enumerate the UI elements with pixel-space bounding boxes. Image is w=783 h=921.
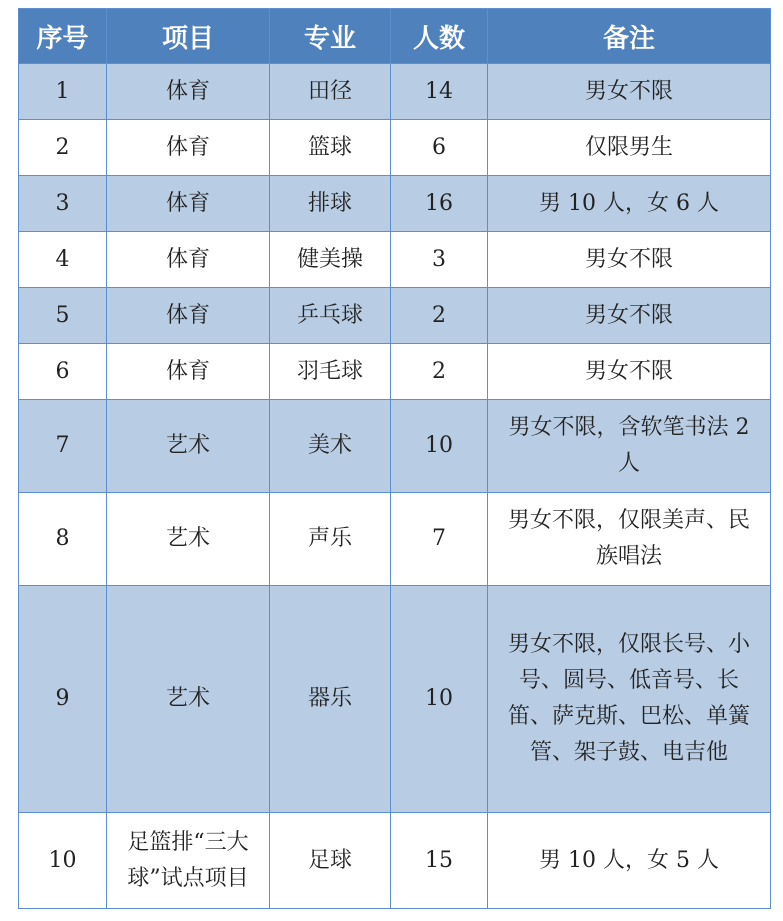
cell-count: 3 xyxy=(391,232,488,288)
cell-no: 2 xyxy=(19,120,107,176)
cell-note: 男女不限 xyxy=(488,288,771,344)
cell-major: 器乐 xyxy=(270,586,391,813)
cell-major: 篮球 xyxy=(270,120,391,176)
cell-note: 男女不限，仅限美声、民族唱法 xyxy=(488,493,771,586)
cell-note: 男女不限，仅限长号、小号、圆号、低音号、长笛、萨克斯、巴松、单簧管、架子鼓、电吉他 xyxy=(488,586,771,813)
cell-no: 10 xyxy=(19,813,107,909)
cell-count: 2 xyxy=(391,344,488,400)
cell-category: 体育 xyxy=(107,232,270,288)
table-row xyxy=(19,120,771,176)
cell-note: 男女不限，含软笔书法 2 人 xyxy=(488,400,771,493)
cell-note: 男女不限 xyxy=(488,344,771,400)
cell-count: 7 xyxy=(391,493,488,586)
cell-major: 美术 xyxy=(270,400,391,493)
cell-count: 10 xyxy=(391,586,488,813)
cell-no: 9 xyxy=(19,586,107,813)
cell-major: 声乐 xyxy=(270,493,391,586)
quota-table-container xyxy=(18,8,770,909)
cell-major: 羽毛球 xyxy=(270,344,391,400)
cell-category: 体育 xyxy=(107,120,270,176)
cell-category: 体育 xyxy=(107,64,270,120)
cell-note: 男 10 人，女 5 人 xyxy=(488,813,771,909)
header-row xyxy=(19,9,771,64)
header-count: 人数 xyxy=(391,9,488,64)
cell-no: 4 xyxy=(19,232,107,288)
cell-count: 6 xyxy=(391,120,488,176)
cell-no: 7 xyxy=(19,400,107,493)
header-no: 序号 xyxy=(19,9,107,64)
table-row xyxy=(19,400,771,493)
quota-table xyxy=(18,8,771,909)
cell-category: 艺术 xyxy=(107,586,270,813)
cell-count: 16 xyxy=(391,176,488,232)
cell-category: 艺术 xyxy=(107,400,270,493)
table-row xyxy=(19,232,771,288)
cell-count: 2 xyxy=(391,288,488,344)
cell-note: 男女不限 xyxy=(488,64,771,120)
header-category: 项目 xyxy=(107,9,270,64)
cell-note: 男女不限 xyxy=(488,232,771,288)
cell-note: 男 10 人，女 6 人 xyxy=(488,176,771,232)
cell-no: 5 xyxy=(19,288,107,344)
cell-major: 健美操 xyxy=(270,232,391,288)
cell-note: 仅限男生 xyxy=(488,120,771,176)
cell-major: 乒乓球 xyxy=(270,288,391,344)
cell-category: 体育 xyxy=(107,176,270,232)
cell-category: 足篮排“三大球”试点项目 xyxy=(107,813,270,909)
cell-major: 排球 xyxy=(270,176,391,232)
header-major: 专业 xyxy=(270,9,391,64)
cell-major: 足球 xyxy=(270,813,391,909)
cell-no: 1 xyxy=(19,64,107,120)
cell-no: 3 xyxy=(19,176,107,232)
table-row xyxy=(19,344,771,400)
cell-category: 体育 xyxy=(107,288,270,344)
cell-count: 10 xyxy=(391,400,488,493)
header-note: 备注 xyxy=(488,9,771,64)
table-row xyxy=(19,288,771,344)
cell-category: 艺术 xyxy=(107,493,270,586)
cell-category: 体育 xyxy=(107,344,270,400)
cell-no: 8 xyxy=(19,493,107,586)
table-row xyxy=(19,64,771,120)
cell-major: 田径 xyxy=(270,64,391,120)
table-row xyxy=(19,813,771,909)
table-row xyxy=(19,586,771,813)
cell-count: 15 xyxy=(391,813,488,909)
table-row xyxy=(19,493,771,586)
cell-count: 14 xyxy=(391,64,488,120)
table-row xyxy=(19,176,771,232)
cell-no: 6 xyxy=(19,344,107,400)
